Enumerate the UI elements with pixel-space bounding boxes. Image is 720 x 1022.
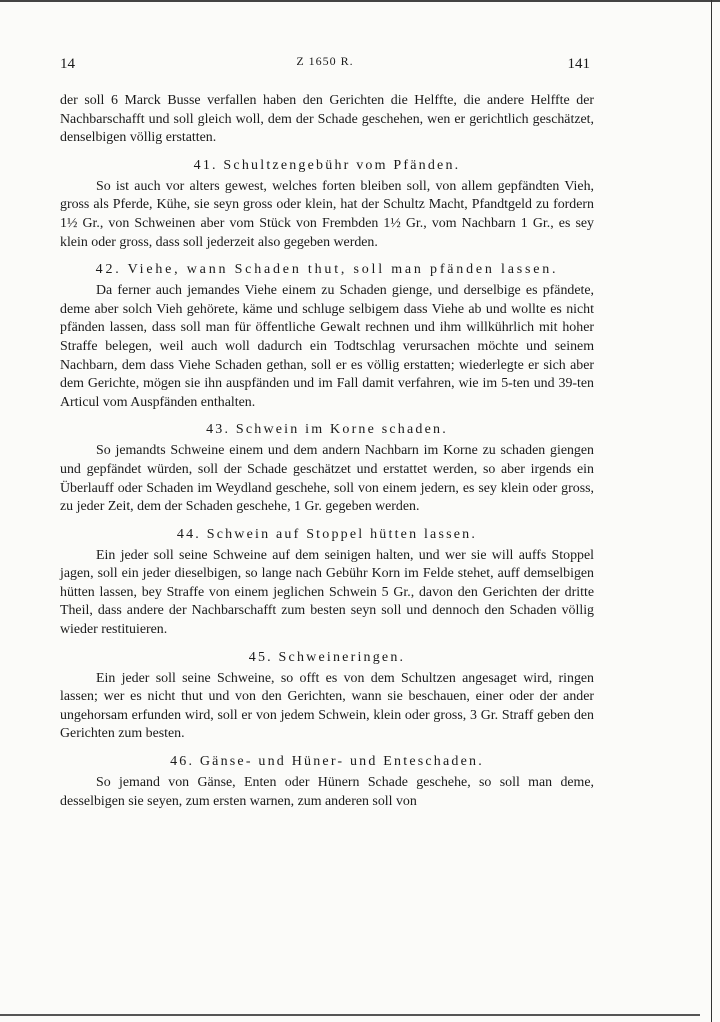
section-text-43: So jemandts Schweine einem und dem andern Nachbarn im Korne zu schaden giengen und gepfändet würden, soll der Schade geschätzet und erstattet werden, so aber irgends ein Überlauff oder Schaden im Weydland geschehe, soll von einem jedern, es sey klein oder gross, zu jeder Zeit, dem der Schaden geschehe, 1 Gr. gegeben werden. <box>60 443 594 515</box>
section-heading-43: 43. Schwein im Korne schaden. <box>206 422 448 438</box>
scan-right-edge <box>711 0 712 1022</box>
running-title: Z 1650 R. <box>296 54 354 68</box>
intro-paragraph: der soll 6 Marck Busse verfallen haben den Gerichten die Helffte, die andere Helffte der Nachbarschafft und soll gleich woll, dem der Schade geschehen, wen er gerichtlich geschätzet, denselbigen völlig erstatten. <box>60 93 594 146</box>
section-text-42: Da ferner auch jemandes Viehe einem zu Schaden gienge, und derselbige es pfändete, deme aber solch Vieh gehörete, käme und schluge selbigem dass Viehe ab und wollte es nicht pfänden lassen, dass soll man für öffentliche Gewalt rechnen und ihm willkührlich mit hoher Straffe belegen, weil auch woll dadurch ein Todtschlag verursachen möchte und seinem Nachbarn, dem dass Viehe Schaden gethan, soll er es völlig erstatten; wiederlegte er sich aber dem Gerichte, mögen sie ihn auspfänden und im Fall damit verfahren, wie im 5-ten und 39-ten Articul vom Auspfänden enthalten. <box>60 283 594 410</box>
section-text-45: Ein jeder soll seine Schweine, so offt es von dem Schultzen angesaget wird, ringen lassen; wer es nicht thut und von den Gerichten, wann sie beschauen, einer oder der ander ungehorsam erfunden wird, soll er von jedem Schwein, klein oder gross, 3 Gr. Straff geben den Gerichten zum besten. <box>60 670 594 742</box>
page-number-left: 14 <box>60 56 75 72</box>
scan-bottom-edge <box>0 1014 700 1016</box>
section-heading-42: 42. Viehe, wann Schaden thut, soll man pfänden lassen. <box>95 262 559 278</box>
page-number-right: 141 <box>567 56 590 72</box>
page-body <box>60 92 594 811</box>
section-heading-41: 41. Schultzengebühr vom Pfänden. <box>193 157 461 173</box>
section-heading-45: 45. Schweineringen. <box>248 649 406 665</box>
section-heading-44: 44. Schwein auf Stoppel hütten lassen. <box>176 526 478 542</box>
section-text-41: So ist auch vor alters gewest, welches forten bleiben soll, von allem gepfändten Vieh, gross als Pferde, Kühe, sie seyn gross oder klein, hat der Schultz Macht, Pfandtgeld zu fordern 1½ Gr., von Schweinen aber vom Stück von Frembden 1½ Gr., vom Nachbarn 1 Gr., es sey klein oder gross, dass soll jederzeit also gegeben werden. <box>60 178 594 250</box>
scan-top-edge <box>0 0 720 2</box>
page-header <box>60 52 590 76</box>
section-text-46: So jemand von Gänse, Enten oder Hünern Schade geschehe, so soll man deme, desselbigen sie seyen, zum ersten warnen, zum anderen soll von <box>60 775 594 809</box>
section-text-44: Ein jeder soll seine Schweine auf dem seinigen halten, und wer sie will auffs Stoppel jagen, soll ein jeder dieselbigen, so lange nach Gebühr Korn im Felde stehet, auff demselbigen hütten lassen, bey Straffe von einem jeglichen Schwein 5 Gr., davon den Gerichten der dritte Theil, dass andere der Nachbarschafft zum besten seyn soll und dennoch den Schaden völlig wieder restituieren. <box>60 547 594 638</box>
section-heading-46: 46. Gänse- und Hüner- und Enteschaden. <box>170 754 484 770</box>
